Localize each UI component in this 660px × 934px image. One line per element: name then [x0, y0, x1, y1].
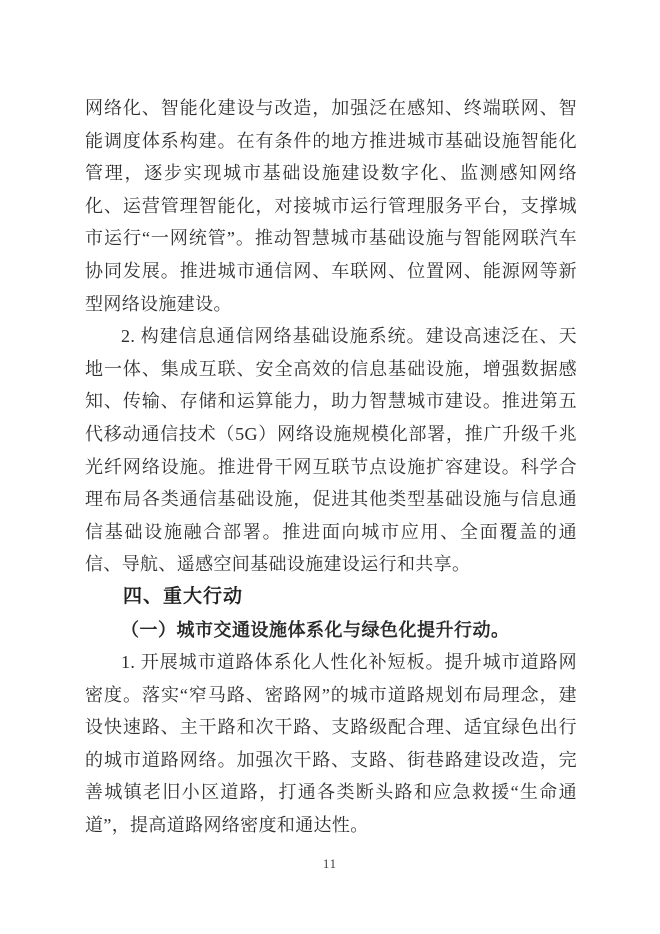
page-number: 11	[322, 857, 338, 871]
section-heading: 四、重大行动	[123, 585, 244, 607]
subsection-heading: （一）城市交通设施体系化与绿色化提升行动。	[121, 619, 510, 640]
document-body	[85, 92, 577, 842]
paragraph-item-2: 2. 构建信息通信网络基础设施系统。建设高速泛在、天地一体、集成互联、安全高效的信息基础设施，增强数据感知、传输、存储和运算能力，助力智慧城市建设。推进第五代移动通信技术（5G）网络设施规模化部署，推广升级千兆光纤网络设施。推进骨干网互联节点设施扩容建设。科学合理布局各类通信基础设施，促进其他类型基础设施与信息通信基础设施融合部署。推进面向城市应用、全面覆盖的通信、导航、遥感空间基础设施建设运行和共享。	[85, 326, 577, 575]
paragraph-continued: 网络化、智能化建设与改造，加强泛在感知、终端联网、智能调度体系构建。在有条件的地方推进城市基础设施智能化管理，逐步实现城市基础设施建设数字化、监测感知网络化、运营管理智能化，对接城市运行管理服务平台，支撑城市运行“一网统管”。推动智慧城市基础设施与智能网联汽车协同发展。推进城市通信网、车联网、位置网、能源网等新型网络设施建设。	[85, 98, 577, 314]
paragraph-item-1: 1. 开展城市道路体系化人性化补短板。提升城市道路网密度。落实“窄马路、密路网”的城市道路规划布局理念，建设快速路、主干路和次干路、支路级配合理、适宜绿色出行的城市道路网络。加强次干路、支路、街巷路建设改造，完善城镇老旧小区道路，打通各类断头路和应急救援“生命通道”，提高道路网络密度和通达性。	[85, 652, 577, 836]
